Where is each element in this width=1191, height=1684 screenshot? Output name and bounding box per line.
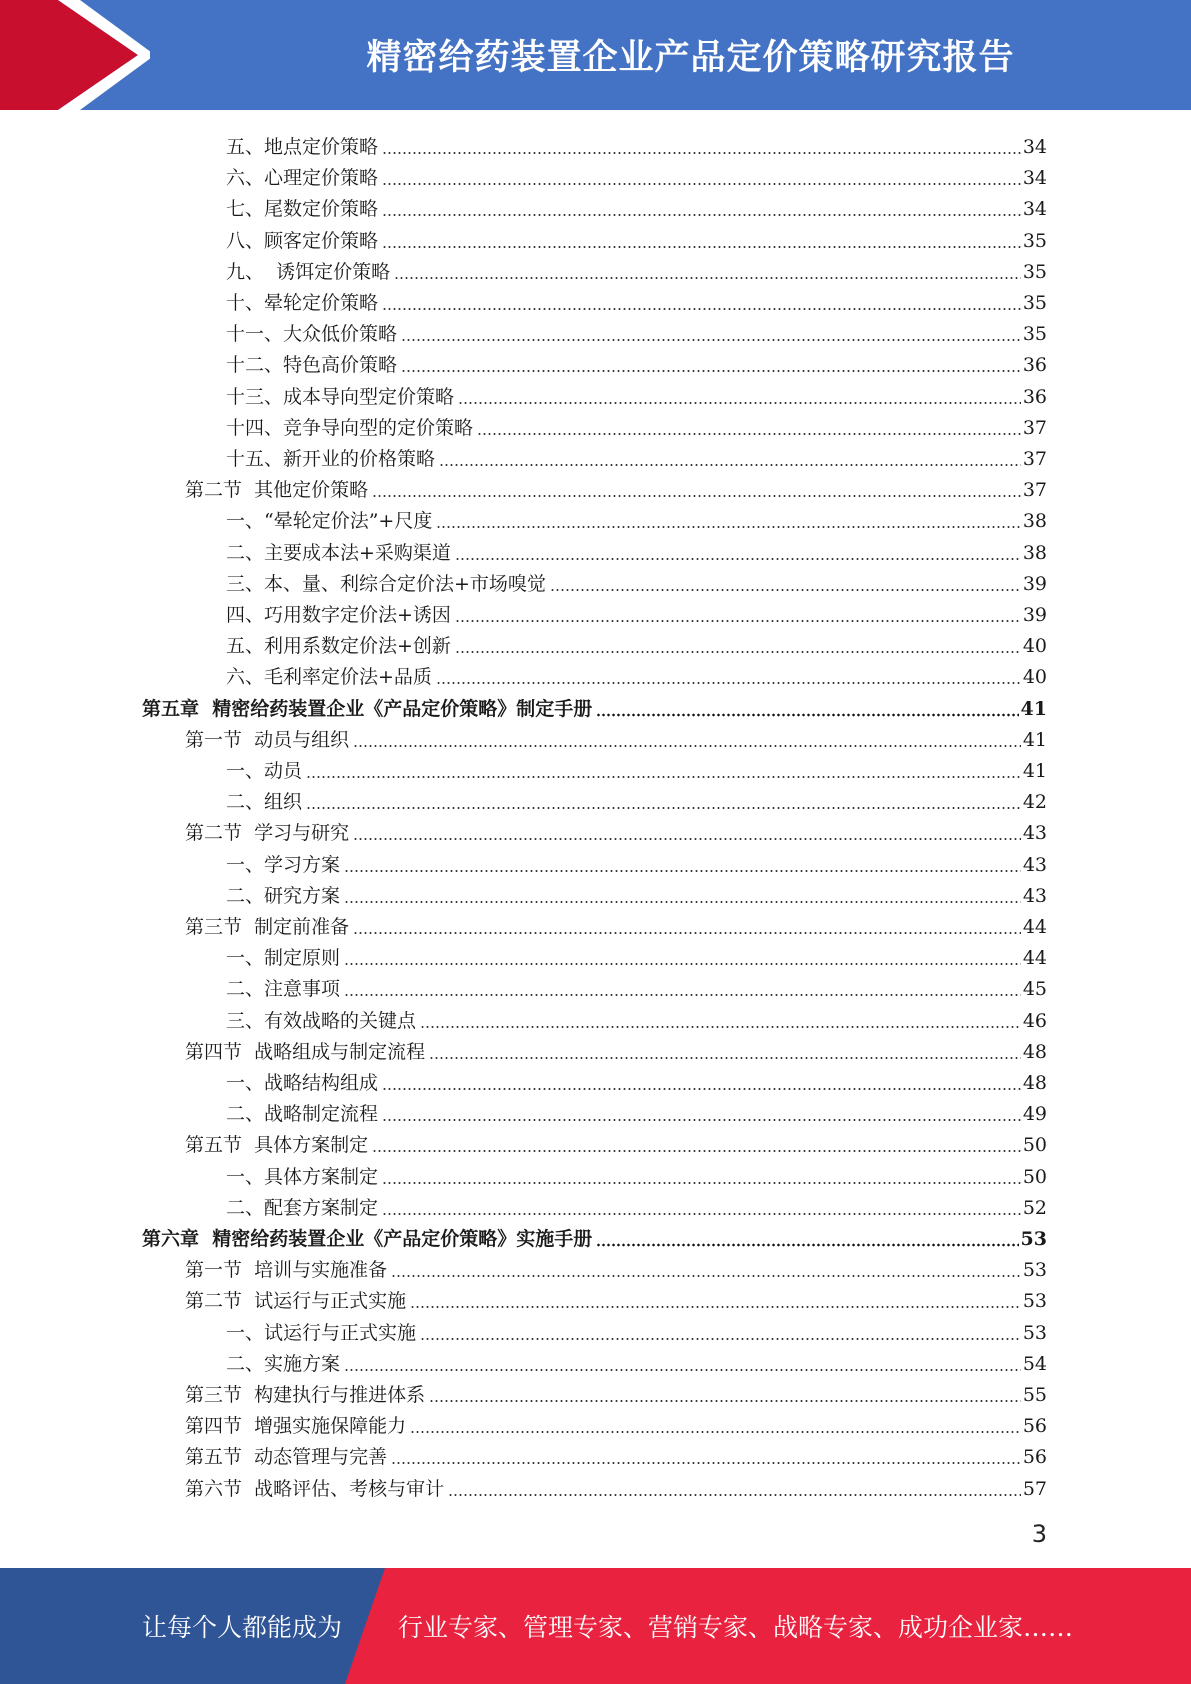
toc-entry-label: 九、 诱饵定价策略 <box>226 260 391 283</box>
toc-leader-dots <box>382 195 1021 219</box>
toc-entry-page: 44 <box>1022 947 1047 970</box>
toc-entry-page: 56 <box>1022 1446 1047 1469</box>
toc-entry-label: 一、动员 <box>226 760 303 782</box>
toc-entry[interactable] <box>226 1002 1047 1033</box>
toc-entry[interactable] <box>226 253 1047 284</box>
toc-entry-label: 一、制定原则 <box>226 947 341 970</box>
toc-entry-label: 二、主要成本法+采购渠道 <box>226 541 451 564</box>
toc-leader-dots <box>372 476 1021 500</box>
toc-entry-page: 34 <box>1022 198 1047 221</box>
toc-entry-page: 40 <box>1022 635 1047 658</box>
toc-entry-label: 第二节 学习与研究 <box>185 822 350 845</box>
toc-leader-dots <box>382 1163 1021 1187</box>
toc-entry-page: 46 <box>1022 1009 1047 1032</box>
toc-entry-page: 36 <box>1022 354 1047 377</box>
toc-entry[interactable] <box>185 471 1047 502</box>
toc-entry[interactable] <box>226 440 1047 471</box>
toc-leader-dots <box>382 164 1021 188</box>
toc-entry[interactable] <box>226 378 1047 409</box>
toc-leader-dots <box>596 1225 1018 1249</box>
toc-leader-dots <box>372 1131 1021 1155</box>
toc-entry[interactable] <box>185 1126 1047 1157</box>
toc-leader-dots <box>455 632 1021 656</box>
page-number: 3 <box>1031 1520 1047 1548</box>
toc-entry[interactable] <box>226 315 1047 346</box>
toc-entry-label: 五、利用系数定价法+创新 <box>226 635 451 658</box>
toc-entry-label: 五、地点定价策略 <box>226 136 379 158</box>
toc-leader-dots <box>429 1038 1021 1062</box>
toc-entry-page: 41 <box>1022 728 1047 751</box>
toc-entry-page: 40 <box>1022 666 1047 689</box>
toc-entry-label: 一、试运行与正式实施 <box>226 1321 417 1344</box>
toc-entry[interactable] <box>226 128 1047 159</box>
toc-leader-dots <box>353 726 1021 750</box>
toc-leader-dots <box>477 414 1021 438</box>
toc-entry[interactable] <box>226 190 1047 221</box>
toc-entry[interactable] <box>226 1345 1047 1376</box>
toc-entry[interactable] <box>226 409 1047 440</box>
page-footer <box>0 1568 1191 1684</box>
toc-entry-label: 二、配套方案制定 <box>226 1196 379 1219</box>
toc-leader-dots <box>439 445 1021 469</box>
toc-entry[interactable] <box>226 222 1047 253</box>
toc-entry-label: 第三节 构建执行与推进体系 <box>185 1384 426 1406</box>
toc-entry-label: 三、有效战略的关键点 <box>226 1009 417 1032</box>
toc-entry-page: 50 <box>1022 1165 1047 1188</box>
toc-leader-dots <box>382 133 1021 157</box>
toc-leader-dots <box>458 383 1021 407</box>
toc-entry-page: 55 <box>1022 1384 1047 1406</box>
toc-entry-page: 34 <box>1022 136 1047 158</box>
toc-entry[interactable] <box>226 502 1047 533</box>
toc-entry-page: 49 <box>1022 1103 1047 1126</box>
toc-entry[interactable] <box>226 534 1047 565</box>
toc-entry-page: 42 <box>1022 791 1047 814</box>
toc-entry[interactable] <box>185 1407 1047 1438</box>
toc-entry-label: 一、战略结构组成 <box>226 1072 379 1094</box>
toc-entry-label: 二、研究方案 <box>226 884 341 907</box>
toc-entry[interactable] <box>185 1470 1047 1501</box>
toc-leader-dots <box>410 1412 1021 1436</box>
toc-entry-page: 38 <box>1022 541 1047 564</box>
toc-entry[interactable] <box>185 1033 1047 1064</box>
toc-entry-label: 十四、竞争导向型的定价策略 <box>226 416 474 439</box>
toc-entry-page: 37 <box>1022 448 1047 470</box>
toc-entry[interactable] <box>226 346 1047 377</box>
toc-leader-dots <box>344 944 1021 968</box>
toc-entry-label: 三、本、量、利综合定价法+市场嗅觉 <box>226 572 546 595</box>
toc-leader-dots <box>391 1256 1021 1280</box>
toc-entry-label: 十二、特色高价策略 <box>226 354 398 377</box>
toc-entry-page: 41 <box>1022 760 1047 782</box>
toc-entry-page: 39 <box>1022 572 1047 595</box>
toc-entry-page: 57 <box>1022 1477 1047 1500</box>
toc-entry-page: 35 <box>1022 323 1047 346</box>
toc-leader-dots <box>394 258 1021 282</box>
toc-leader-dots <box>382 227 1021 251</box>
toc-entry-label: 七、尾数定价策略 <box>226 198 379 221</box>
toc-entry[interactable] <box>226 783 1047 814</box>
toc-entry-label: 一、“晕轮定价法”+尺度 <box>226 510 433 533</box>
toc-entry-page: 56 <box>1022 1415 1047 1438</box>
toc-leader-dots <box>420 1319 1021 1343</box>
toc-entry-label: 二、注意事项 <box>226 978 341 1001</box>
toc-leader-dots <box>420 1007 1021 1031</box>
toc-leader-dots <box>306 788 1021 812</box>
toc-entry-label: 第四节 战略组成与制定流程 <box>185 1040 426 1063</box>
toc-leader-dots <box>306 757 1021 781</box>
toc-entry[interactable] <box>185 721 1047 752</box>
toc-entry-page: 43 <box>1022 822 1047 845</box>
toc-entry-label: 六、毛利率定价法+品质 <box>226 666 432 689</box>
toc-entry[interactable] <box>185 1282 1047 1313</box>
toc-entry-label: 二、实施方案 <box>226 1352 341 1375</box>
toc-entry-page: 53 <box>1022 1290 1047 1313</box>
toc-entry[interactable] <box>226 1158 1047 1189</box>
toc-entry[interactable] <box>226 1189 1047 1220</box>
header-arrow-decoration <box>0 0 150 110</box>
page-header <box>0 0 1191 110</box>
toc-entry-page: 45 <box>1022 978 1047 1001</box>
toc-leader-dots <box>410 1287 1021 1311</box>
toc-entry[interactable] <box>226 877 1047 908</box>
toc-entry-label: 十、晕轮定价策略 <box>226 292 379 314</box>
toc-entry-label: 十三、成本导向型定价策略 <box>226 385 455 408</box>
toc-entry-label: 二、组织 <box>226 791 303 814</box>
toc-entry-page: 35 <box>1022 229 1047 252</box>
toc-leader-dots <box>429 1381 1021 1405</box>
toc-entry[interactable] <box>226 970 1047 1001</box>
toc-entry-page: 43 <box>1022 853 1047 876</box>
toc-entry-page: 39 <box>1022 604 1047 626</box>
toc-entry-label: 十五、新开业的价格策略 <box>226 448 436 470</box>
toc-entry-label: 第六节 战略评估、考核与审计 <box>185 1477 445 1500</box>
toc-entry-label: 第五节 动态管理与完善 <box>185 1446 388 1469</box>
toc-leader-dots <box>353 913 1021 937</box>
toc-entry-page: 48 <box>1022 1072 1047 1094</box>
toc-leader-dots <box>382 289 1021 313</box>
toc-entry[interactable] <box>185 1376 1047 1407</box>
toc-entry[interactable] <box>226 1314 1047 1345</box>
toc-leader-dots <box>448 1475 1021 1499</box>
toc-entry[interactable] <box>226 284 1047 315</box>
toc-leader-dots <box>353 819 1021 843</box>
toc-entry-page: 50 <box>1022 1134 1047 1157</box>
toc-entry-page: 53 <box>1022 1321 1047 1344</box>
toc-leader-dots <box>455 601 1021 625</box>
toc-entry[interactable] <box>185 908 1047 939</box>
toc-entry-page: 53 <box>1020 1228 1047 1250</box>
toc-entry[interactable] <box>226 752 1047 783</box>
toc-entry-page: 44 <box>1022 916 1047 938</box>
footer-slogan-right: 行业专家、管理专家、营销专家、战略专家、成功企业家…… <box>398 1613 1074 1642</box>
toc-entry-label: 第一节 动员与组织 <box>185 728 350 751</box>
toc-leader-dots <box>436 507 1020 531</box>
toc-entry-page: 34 <box>1022 167 1047 190</box>
toc-entry-page: 52 <box>1022 1196 1047 1219</box>
toc-entry[interactable] <box>226 1064 1047 1095</box>
toc-entry[interactable] <box>226 627 1047 658</box>
toc-entry-label: 一、具体方案制定 <box>226 1165 379 1188</box>
toc-entry[interactable] <box>226 565 1047 596</box>
toc-entry-page: 38 <box>1022 510 1047 533</box>
toc-entry-label: 第二节 其他定价策略 <box>185 479 369 502</box>
toc-entry[interactable] <box>226 658 1047 689</box>
toc-entry[interactable] <box>185 814 1047 845</box>
toc-entry[interactable] <box>226 596 1047 627</box>
toc-leader-dots <box>391 1443 1021 1467</box>
toc-entry-page: 48 <box>1022 1040 1047 1063</box>
toc-entry[interactable] <box>226 1095 1047 1126</box>
toc-entry-label: 一、学习方案 <box>226 853 341 876</box>
toc-leader-dots <box>550 570 1021 594</box>
toc-entry-label: 八、顾客定价策略 <box>226 229 379 252</box>
toc-entry-label: 第四节 增强实施保障能力 <box>185 1415 407 1438</box>
toc-entry-label: 第五节 具体方案制定 <box>185 1134 369 1157</box>
toc-entry-label: 十一、大众低价策略 <box>226 323 398 346</box>
toc-entry-page: 37 <box>1022 416 1047 439</box>
toc-entry-page: 35 <box>1022 292 1047 314</box>
toc-leader-dots <box>344 975 1021 999</box>
toc-leader-dots <box>596 695 1018 719</box>
toc-entry-page: 41 <box>1020 697 1047 720</box>
toc-entry-page: 43 <box>1022 884 1047 907</box>
toc-entry-label: 第三节 制定前准备 <box>185 916 350 938</box>
report-title: 精密给药装置企业产品定价策略研究报告 <box>366 38 1015 78</box>
toc-entry-page: 37 <box>1022 479 1047 502</box>
toc-entry-label: 二、战略制定流程 <box>226 1103 379 1126</box>
toc-leader-dots <box>344 1350 1021 1374</box>
toc-entry-page: 54 <box>1022 1352 1047 1375</box>
toc-entry-label: 第六章 精密给药装置企业《产品定价策略》实施手册 <box>142 1228 593 1250</box>
toc-leader-dots <box>436 663 1021 687</box>
toc-entry[interactable] <box>226 159 1047 190</box>
footer-slogan-left: 让每个人都能成为 <box>142 1613 343 1642</box>
toc-entry-page: 53 <box>1022 1259 1047 1282</box>
toc-entry[interactable] <box>185 1438 1047 1469</box>
toc-entry-label: 第二节 试运行与正式实施 <box>185 1290 407 1313</box>
toc-entry-label: 四、巧用数字定价法+诱因 <box>226 604 451 626</box>
toc-leader-dots <box>382 1194 1021 1218</box>
toc-entry[interactable] <box>185 1251 1047 1282</box>
toc-leader-dots <box>455 539 1021 563</box>
toc-leader-dots <box>344 851 1021 875</box>
toc-entry[interactable] <box>142 690 1047 721</box>
toc-entry-label: 六、心理定价策略 <box>226 167 379 190</box>
toc-leader-dots <box>382 1100 1021 1124</box>
toc-entry[interactable] <box>226 846 1047 877</box>
toc-entry-page: 36 <box>1022 385 1047 408</box>
toc-entry-label: 第五章 精密给药装置企业《产品定价策略》制定手册 <box>142 697 593 720</box>
toc-leader-dots <box>401 320 1021 344</box>
toc-entry[interactable] <box>142 1220 1047 1251</box>
toc-leader-dots <box>382 1069 1021 1093</box>
toc-entry-label: 第一节 培训与实施准备 <box>185 1259 388 1282</box>
toc-leader-dots <box>344 882 1021 906</box>
toc-entry[interactable] <box>226 939 1047 970</box>
toc-leader-dots <box>401 351 1021 375</box>
toc-entry-page: 35 <box>1022 260 1047 283</box>
